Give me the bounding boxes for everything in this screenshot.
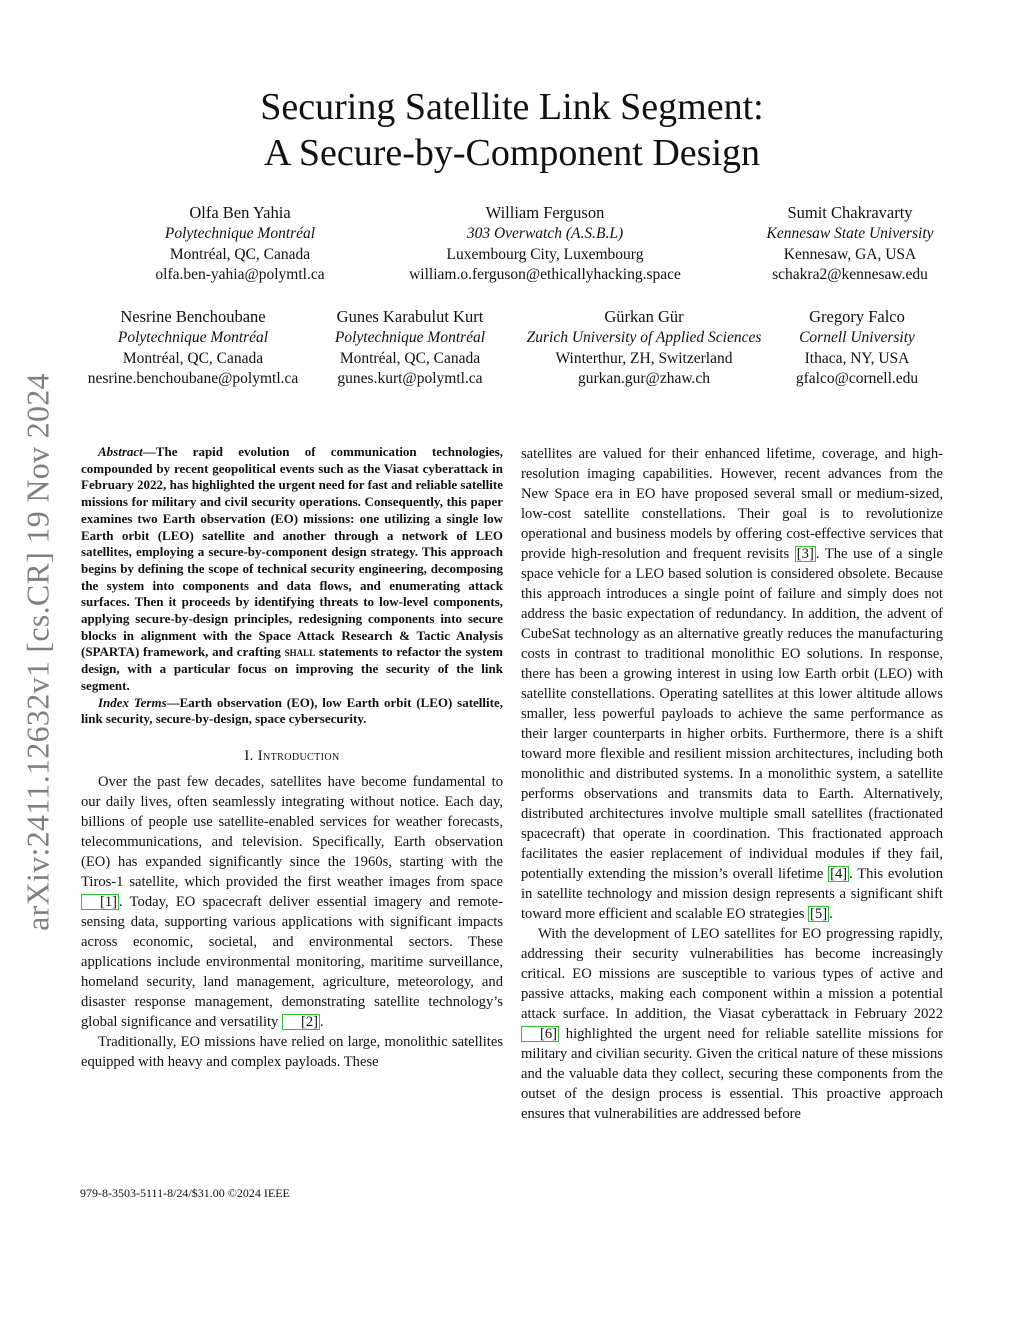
author-block bbox=[782, 306, 932, 390]
author-email: nesrine.benchoubane@polymtl.ca bbox=[87, 370, 299, 387]
author-block bbox=[320, 306, 500, 390]
citation-link[interactable]: [6] bbox=[521, 1026, 559, 1042]
paragraph-text: . bbox=[320, 1013, 324, 1030]
author-affiliation: Polytechnique Montréal bbox=[117, 329, 269, 346]
section-heading-introduction bbox=[81, 746, 503, 766]
author-affiliation: Cornell University bbox=[799, 329, 915, 346]
paragraph-text: satellites are valued for their enhanced lifetime, coverage, and high-resolution imaging capabilities. However, recent advances from the New Space era in EO have proposed several small or medium-sized, low-cost satellite constellations. Their goal is to revolutionize operational and business models by offering cost-effective services that provide high-resolution and frequent revisits bbox=[521, 446, 943, 562]
paragraph-text: With the development of LEO satellites for EO progressing rapidly, addressing their security vulnerabilities has become increasingly critical. EO missions are susceptible to various types of active and passive attacks, making each component within a mission a potential attack surface. In addition, the Viasat cyberattack in February 2022 bbox=[521, 926, 943, 1022]
citation-link[interactable]: [2] bbox=[282, 1014, 320, 1030]
author-block bbox=[750, 202, 950, 286]
author-location: Kennesaw, GA, USA bbox=[783, 245, 917, 263]
intro-paragraph-3 bbox=[521, 924, 943, 1124]
author-block bbox=[380, 202, 710, 286]
arxiv-stamp bbox=[18, 352, 58, 952]
author-location: Luxembourg City, Luxembourg bbox=[446, 245, 644, 263]
author-name: Olfa Ben Yahia bbox=[189, 203, 291, 222]
intro-paragraph-continued bbox=[521, 444, 943, 924]
author-name: Gregory Falco bbox=[809, 307, 905, 326]
paragraph-text: . bbox=[829, 906, 833, 922]
author-block bbox=[510, 306, 778, 390]
author-affiliation: Zurich University of Applied Sciences bbox=[526, 329, 762, 346]
author-location: Montréal, QC, Canada bbox=[169, 245, 311, 263]
right-column bbox=[521, 444, 943, 1124]
copyright-footer: 979-8-3503-5111-8/24/$31.00 ©2024 IEEE bbox=[80, 1186, 290, 1200]
paragraph-text: highlighted the urgent need for reliable satellite missions for military and civilian security. Given the critical nature of these missions and the valuable data they collect, securing these components from the outset of the design process is essential. This proactive approach ensures that vulnerabilities are addressed before bbox=[521, 1026, 943, 1122]
author-name: Gürkan Gür bbox=[604, 307, 684, 326]
abstract-label: Abstract bbox=[98, 444, 143, 459]
author-block bbox=[140, 202, 340, 286]
title-line-1: Securing Satellite Link Segment: bbox=[260, 86, 764, 128]
author-affiliation: Polytechnique Montréal bbox=[334, 329, 486, 346]
abstract-text-end: statements to refactor the system design, with a particular focus on improving the security of the link segment. bbox=[81, 644, 503, 693]
section-number: I. bbox=[244, 747, 254, 764]
author-location: Winterthur, ZH, Switzerland bbox=[555, 349, 733, 367]
paper-title bbox=[0, 84, 1024, 176]
intro-paragraph-1 bbox=[81, 772, 503, 1032]
citation-link[interactable]: [1] bbox=[81, 894, 119, 910]
citation-link[interactable]: [4] bbox=[830, 866, 848, 882]
author-email: gurkan.gur@zhaw.ch bbox=[577, 370, 711, 387]
author-affiliation: Kennesaw State University bbox=[766, 225, 934, 242]
shall-keyword: shall bbox=[284, 644, 316, 660]
author-email: gfalco@cornell.edu bbox=[795, 370, 919, 387]
intro-paragraph-2: Traditionally, EO missions have relied on large, monolithic satellites equipped with heavy and complex payloads. These bbox=[81, 1033, 503, 1070]
author-email: schakra2@kennesaw.edu bbox=[772, 266, 928, 283]
author-location: Montréal, QC, Canada bbox=[122, 349, 264, 367]
author-block bbox=[75, 306, 311, 390]
author-affiliation: 303 Overwatch (A.S.B.L) bbox=[466, 225, 624, 242]
author-name: Sumit Chakravarty bbox=[787, 203, 913, 222]
author-email: olfa.ben-yahia@polymtl.ca bbox=[155, 266, 325, 283]
paragraph-text: . The use of a single space vehicle for a LEO based solution is considered obsolete. Because this approach introduces a single point of failure and simply does not address the basic expectation of redundancy. In addition, the advent of CubeSat technology as an alternative greatly reduces the manufacturing costs in contrast to traditional monolithic EO solutions. In response, there has been a growing interest in using low Earth orbit (LEO) with satellite constellations. Operating satellites at this lower altitude allows smaller, less powerful payloads to achieve the same performance as their larger counterparts in higher orbits. Furthermore, there is a shift toward more flexible and resilient mission architectures, including both monolithic and distributed systems. In a monolithic system, a satellite performs observations and transmits data to Earth. Alternatively, distributed architectures involve multiple small satellites (fractionated spacecraft) that operate in coordination. This fractionated approach facilitates the easier replacement of individual modules if they fail, potentially extending the mission’s overall lifetime bbox=[521, 546, 944, 882]
arxiv-identifier: arXiv:2411.12632v1 [cs.CR] 19 Nov 2024 bbox=[19, 373, 56, 931]
author-email: william.o.ferguson@ethicallyhacking.space bbox=[409, 266, 681, 283]
author-location: Montréal, QC, Canada bbox=[339, 349, 481, 367]
author-name: Nesrine Benchoubane bbox=[120, 307, 266, 326]
abstract bbox=[81, 444, 503, 728]
author-name: William Ferguson bbox=[485, 203, 605, 222]
title-line-2: A Secure-by-Component Design bbox=[263, 132, 761, 174]
citation-link[interactable]: [5] bbox=[810, 906, 828, 922]
author-affiliation: Polytechnique Montréal bbox=[164, 225, 316, 242]
abstract-text: —The rapid evolution of communication technologies, compounded by recent geopolitical events such as the Viasat cyberattack in February 2022, has highlighted the urgent need for fast and reliable satellite missions for military and civil security operations. Consequently, this paper examines two Earth observation (EO) missions: one utilizing a single low Earth orbit (LEO) satellite and another through a network of LEO satellites, employing a secure-by-component design strategy. This approach begins by defining the scope of technical security engineering, decomposing the system into components and data flows, and enumerating attack surfaces. Then it proceeds by identifying threats to low-level components, applying secure-by-design principles, redesigning components into secure blocks in alignment with the Space Attack Research & Tactic Analysis (SPARTA) framework, and crafting bbox=[81, 444, 503, 660]
author-email: gunes.kurt@polymtl.ca bbox=[337, 370, 483, 387]
left-column bbox=[81, 444, 503, 1072]
author-location: Ithaca, NY, USA bbox=[804, 349, 910, 367]
index-terms-text: —Earth observation (EO), low Earth orbit (LEO) satellite, link security, secure-by-design, space cybersecurity. bbox=[81, 694, 503, 727]
index-terms-label: Index Terms bbox=[98, 694, 167, 710]
paragraph-text: . This evolution in satellite technology and mission design represents a significant shift toward more efficient and scalable EO strategies bbox=[521, 866, 943, 922]
paragraph-text: Over the past few decades, satellites have become fundamental to our daily lives, often seamlessly integrating without notice. Each day, billions of people use satellite-enabled services for weather forecasts, telecommunications, and television. Specifically, Earth observation (EO) has expanded significantly since the 1960s, starting with the Tiros-1 satellite, which provided the first weather images from space bbox=[81, 773, 503, 890]
author-name: Gunes Karabulut Kurt bbox=[336, 307, 484, 326]
section-title: Introduction bbox=[257, 747, 340, 764]
citation-link[interactable]: [3] bbox=[796, 546, 814, 562]
paragraph-text: . Today, EO spacecraft deliver essential imagery and remote-sensing data, supporting various applications with significant impacts across economic, societal, and environmental sectors. These applications include environmental monitoring, maritime surveillance, homeland security, land management, agriculture, meteorology, and disaster response management, demonstrating satellite technology’s global significance and versatility bbox=[81, 893, 503, 1030]
